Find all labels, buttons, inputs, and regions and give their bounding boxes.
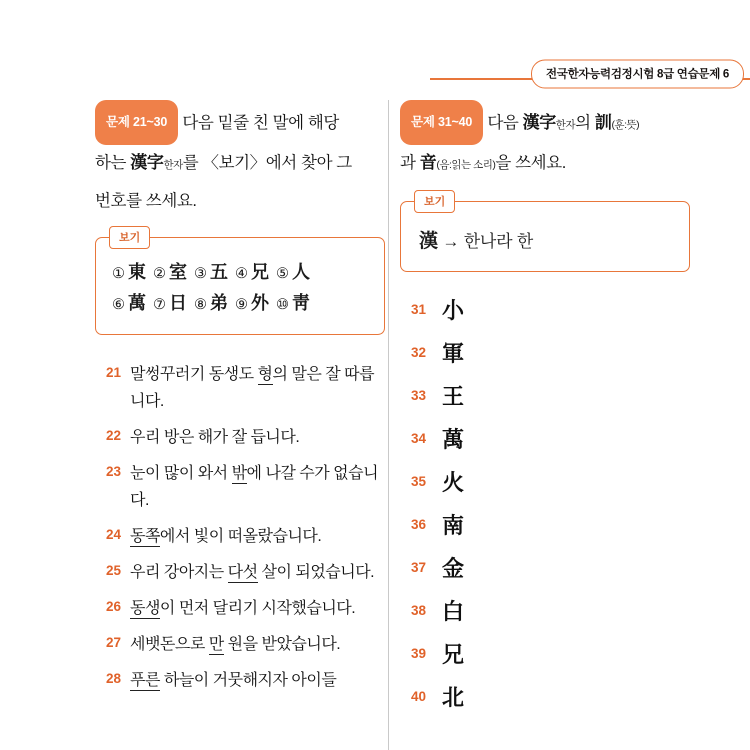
- question-text: 우리 강아지는 다섯 살이 되었습니다.: [130, 564, 375, 581]
- ruby-hun: (훈:뜻): [611, 119, 640, 131]
- bogi-option-char: 靑: [292, 293, 311, 314]
- question-text: 푸른 하늘이 거뭇해지자 아이들: [130, 672, 337, 689]
- left-question-list: [95, 361, 385, 694]
- bogi-option-char: 室: [169, 262, 188, 283]
- question-number: 36: [410, 517, 426, 532]
- question-number: 27: [105, 635, 121, 650]
- list-item: [400, 595, 690, 626]
- question-number: 37: [410, 560, 426, 575]
- question-hanja: 北: [442, 685, 465, 711]
- left-instruction: [95, 100, 385, 219]
- question-range-tag-left: 문제 21~30: [95, 100, 178, 145]
- question-text: 세뱃돈으로 만 원을 받았습니다.: [130, 636, 341, 653]
- right-column: [400, 100, 690, 724]
- left-instruction-line3: 번호를 쓰세요.: [95, 192, 197, 210]
- right-instruction-p3: 과: [400, 154, 420, 172]
- question-number: 33: [410, 388, 426, 403]
- left-instruction-line1: 다음 밑줄 친 말에 해당: [182, 114, 339, 132]
- question-number: 40: [410, 689, 426, 704]
- question-hanja: 白: [442, 599, 465, 625]
- bogi-example-answer: 한나라 한: [463, 232, 534, 251]
- bogi-option-char: 兄: [251, 262, 270, 283]
- bogi-option-char: 東: [128, 262, 147, 283]
- bogi-option-number: ①: [112, 266, 126, 282]
- ruby-hanja: 한자: [163, 159, 183, 171]
- question-number: 34: [410, 431, 426, 446]
- bogi-example-line: [417, 222, 675, 257]
- bogi-row: [112, 289, 370, 320]
- question-hanja: 軍: [442, 341, 465, 367]
- question-number: 31: [410, 302, 426, 317]
- list-item: [95, 595, 385, 622]
- right-instruction-p1: 다음: [487, 114, 523, 132]
- list-item: [95, 523, 385, 550]
- question-hanja: 小: [442, 298, 465, 324]
- list-item: [400, 423, 690, 454]
- hanja-word-eum: 音: [419, 153, 437, 173]
- question-number: 38: [410, 603, 426, 618]
- question-number: 32: [410, 345, 426, 360]
- exam-title-badge: 전국한자능력검정시험 8급 연습문제 6: [531, 60, 744, 89]
- column-divider: [388, 100, 389, 750]
- page-header: [0, 40, 750, 80]
- bogi-label-left: 보기: [109, 226, 150, 249]
- question-number: 28: [105, 671, 121, 686]
- bogi-box-left: [95, 237, 385, 335]
- right-bogi-wrap: [400, 196, 690, 272]
- question-text: 우리 방은 해가 잘 듭니다.: [130, 429, 300, 446]
- question-number: 24: [105, 527, 121, 542]
- list-item: [400, 681, 690, 712]
- list-item: [400, 552, 690, 583]
- list-item: [400, 380, 690, 411]
- left-bogi-wrap: [95, 232, 385, 335]
- question-text: 말썽꾸러기 동생도 형의 말은 잘 따릅니다.: [130, 366, 375, 410]
- list-item: [400, 466, 690, 497]
- question-hanja: 火: [442, 470, 465, 496]
- hanja-word-hanja: 漢字: [130, 153, 164, 173]
- question-number: 35: [410, 474, 426, 489]
- question-hanja: 兄: [442, 642, 465, 668]
- list-item: [400, 337, 690, 368]
- bogi-option-char: 弟: [210, 293, 229, 314]
- bogi-option-char: 萬: [128, 293, 147, 314]
- question-hanja: 南: [442, 513, 465, 539]
- list-item: [400, 509, 690, 540]
- question-number: 39: [410, 646, 426, 661]
- ruby-hanja: 한자: [555, 119, 576, 131]
- list-item: [400, 638, 690, 669]
- question-text: 동쪽에서 빛이 떠올랐습니다.: [130, 528, 322, 545]
- left-column: [95, 100, 385, 703]
- left-instruction-line2a: 하는: [95, 154, 131, 172]
- bogi-option-number: ⑨: [235, 297, 249, 313]
- list-item: [95, 460, 385, 514]
- list-item: [95, 631, 385, 658]
- question-hanja: 萬: [442, 427, 465, 453]
- question-number: 22: [105, 428, 121, 443]
- list-item: [95, 667, 385, 694]
- ruby-eum: (음:읽는 소리): [436, 159, 496, 171]
- question-number: 21: [105, 365, 121, 380]
- question-text: 눈이 많이 와서 밖에 나갈 수가 없습니다.: [130, 465, 379, 509]
- right-instruction-p4: 을 쓰세요.: [495, 154, 566, 172]
- right-instruction-p2: 의: [575, 114, 595, 132]
- right-instruction: [400, 100, 690, 183]
- hanja-word-hanja: 漢字: [522, 113, 556, 133]
- bogi-option-char: 日: [169, 293, 188, 314]
- arrow-icon: →: [442, 232, 460, 251]
- right-question-list: [400, 294, 690, 712]
- bogi-label-right: 보기: [414, 190, 455, 213]
- list-item: [95, 559, 385, 586]
- question-range-tag-right: 문제 31~40: [400, 100, 483, 145]
- question-number: 25: [105, 563, 121, 578]
- question-text: 동생이 먼저 달리기 시작했습니다.: [130, 600, 356, 617]
- question-number: 23: [105, 464, 121, 479]
- bogi-option-char: 人: [292, 262, 311, 283]
- question-number: 26: [105, 599, 121, 614]
- bogi-option-number: ④: [235, 266, 249, 282]
- bogi-example-char: 漢: [419, 230, 438, 252]
- bogi-option-number: ⑥: [112, 297, 126, 313]
- hanja-word-hun: 訓: [594, 113, 612, 133]
- bogi-option-number: ⑤: [276, 266, 290, 282]
- bogi-option-number: ③: [194, 266, 208, 282]
- bogi-option-number: ⑦: [153, 297, 167, 313]
- list-item: [95, 361, 385, 415]
- bogi-row: [112, 258, 370, 289]
- bogi-option-char: 外: [251, 293, 270, 314]
- question-hanja: 金: [442, 556, 465, 582]
- bogi-option-number: ⑩: [276, 297, 290, 313]
- bogi-option-char: 五: [210, 262, 229, 283]
- bogi-option-number: ⑧: [194, 297, 208, 313]
- bogi-option-number: ②: [153, 266, 167, 282]
- question-hanja: 王: [442, 384, 465, 410]
- left-instruction-line2b: 를 〈보기〉에서 찾아 그: [182, 154, 352, 172]
- list-item: [400, 294, 690, 325]
- list-item: [95, 424, 385, 451]
